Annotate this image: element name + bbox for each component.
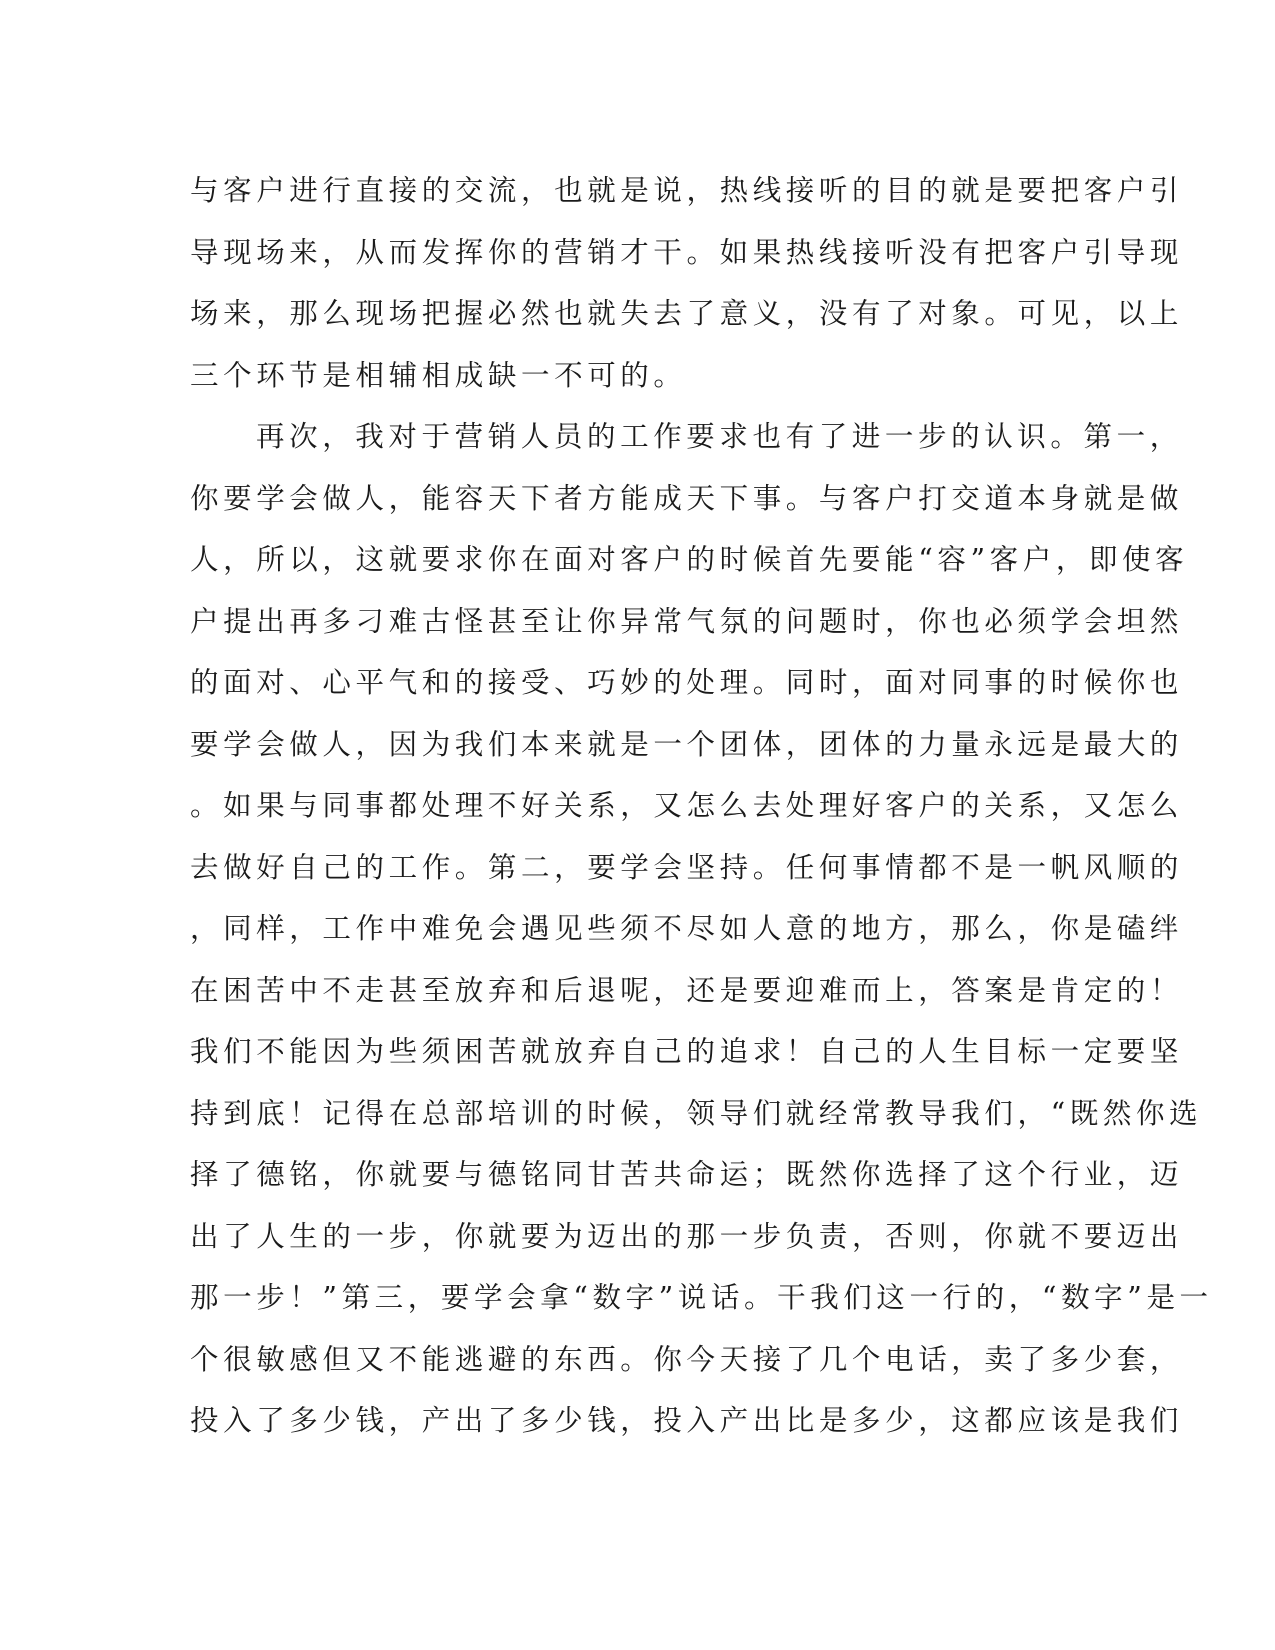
text-line: 个很敏感但又不能逃避的东西。你今天接了几个电话，卖了多少套， — [190, 1342, 1184, 1376]
text-line: ，同样，工作中难免会遇见些须不尽如人意的地方，那么，你是磕绊 — [190, 912, 1184, 945]
text-line: 户提出再多刁难古怪甚至让你异常气氛的问题时，你也必须学会坦然 — [190, 604, 1184, 638]
text-line: 持到底！记得在总部培训的时候，领导们就经常教导我们，“既然你选 — [190, 1096, 1203, 1130]
body-text — [190, 160, 1213, 1452]
text-line: 三个环节是相辅相成缺一不可的。 — [190, 358, 687, 392]
paragraph-first-line: 再次，我对于营销人员的工作要求也有了进一步的认识。第一， — [256, 420, 1183, 453]
text-line: 在困苦中不走甚至放弃和后退呢，还是要迎难而上，答案是肯定的！ — [190, 973, 1184, 1007]
text-line: 的面对、心平气和的接受、巧妙的处理。同时，面对同事的时候你也 — [190, 666, 1184, 699]
text-line: 投入了多少钱，产出了多少钱，投入产出比是多少，这都应该是我们 — [190, 1404, 1184, 1437]
text-line: 场来，那么现场把握必然也就失去了意义，没有了对象。可见，以上 — [190, 297, 1184, 330]
text-line: 要学会做人，因为我们本来就是一个团体，团体的力量永远是最大的 — [190, 727, 1184, 761]
text-line: 我们不能因为些须困苦就放弃自己的追求！自己的人生目标一定要坚 — [190, 1035, 1184, 1068]
text-line: 出了人生的一步，你就要为迈出的那一步负责，否则，你就不要迈出 — [190, 1219, 1184, 1253]
text-line: 那一步！”第三，要学会拿“数字”说话。干我们这一行的，“数字”是一 — [190, 1281, 1213, 1314]
text-line: 。如果与同事都处理不好关系，又怎么去处理好客户的关系，又怎么 — [190, 789, 1184, 822]
text-line: 导现场来，从而发挥你的营销才干。如果热线接听没有把客户引导现 — [190, 235, 1184, 269]
text-line: 你要学会做人，能容天下者方能成天下事。与客户打交道本身就是做 — [190, 481, 1184, 515]
text-line: 择了德铭，你就要与德铭同甘苦共命运；既然你选择了这个行业，迈 — [190, 1158, 1184, 1191]
text-line: 人，所以，这就要求你在面对客户的时候首先要能“容”客户，即使客 — [190, 543, 1189, 576]
text-line: 去做好自己的工作。第二，要学会坚持。任何事情都不是一帆风顺的 — [190, 850, 1184, 884]
text-line: 与客户进行直接的交流，也就是说，热线接听的目的就是要把客户引 — [190, 174, 1184, 207]
